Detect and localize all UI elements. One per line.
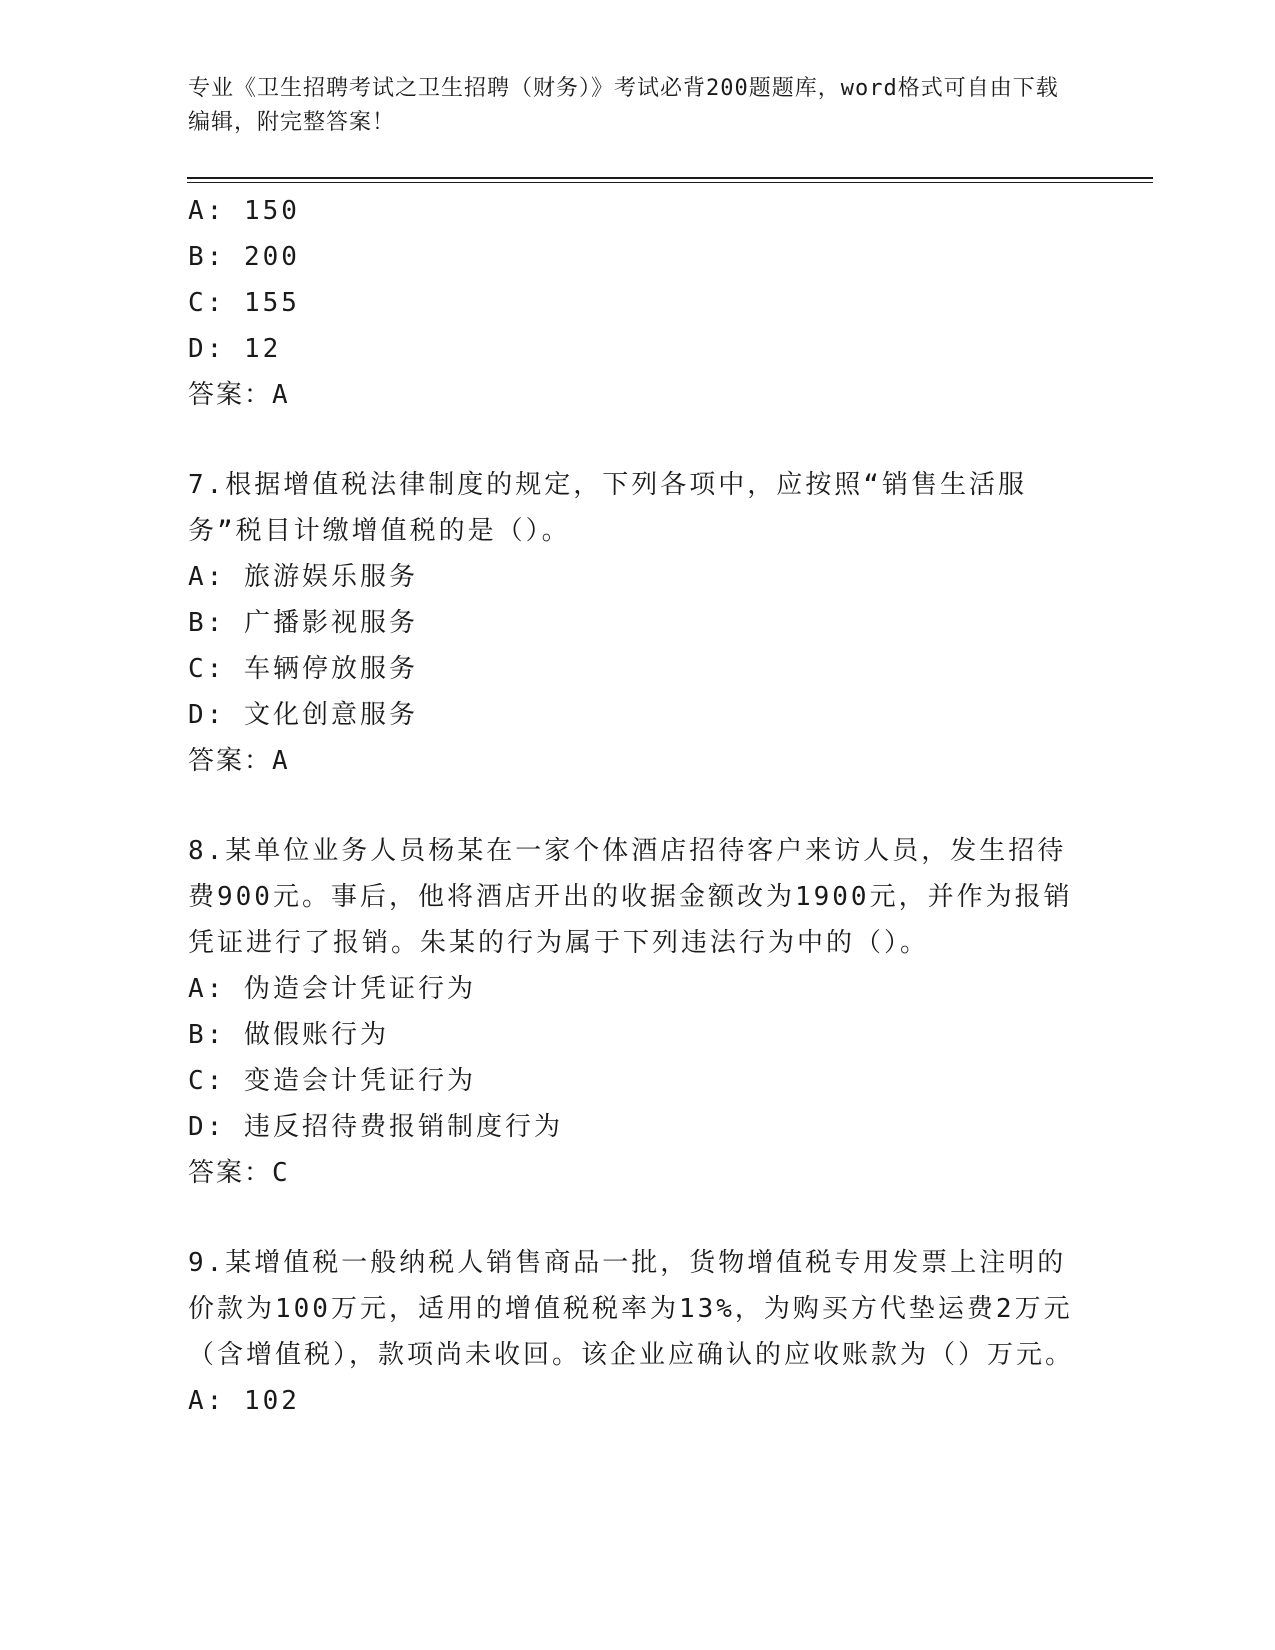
option-d: D: 违反招待费报销制度行为 [188,1112,563,1142]
option-b: B: 做假账行为 [188,1020,389,1050]
option-c: C: 155 [188,288,300,318]
option-a: A: 伪造会计凭证行为 [188,974,476,1004]
question-stem: 8.某单位业务人员杨某在一家个体酒店招待客户来访人员，发生招待费900元。事后，他将酒店开出的收据金额改为1900元，并作为报销凭证进行了报销。朱某的行为属于下列违法行为中的（）。 [188,836,1073,958]
spacer [188,1196,1088,1240]
option-d: D: 12 [188,334,282,364]
header-rule-thin [187,182,1153,183]
answer: 答案：C [188,1158,290,1188]
option-c: C: 变造会计凭证行为 [188,1066,476,1096]
question-stem: 9.某增值税一般纳税人销售商品一批，货物增值税专用发票上注明的价款为100万元，适用的增值税税率为13%，为购买方代垫运费2万元（含增值税），款项尚未收回。该企业应确认的应收账款为（）万元。 [188,1248,1075,1370]
question-8 [188,828,1088,1196]
spacer [188,418,1088,462]
option-a: A: 旅游娱乐服务 [188,562,418,592]
answer: 答案：A [188,380,290,410]
question-9 [188,1240,1088,1424]
question-stem: 7.根据增值税法律制度的规定，下列各项中，应按照“销售生活服务”税目计缴增值税的是（）。 [188,470,1027,546]
option-b: B: 200 [188,242,300,272]
option-b: B: 广播影视服务 [188,608,418,638]
spacer [188,784,1088,828]
question-6 [188,188,1088,418]
document-body [188,188,1088,1424]
option-a: A: 102 [188,1386,300,1416]
header-rule-thick [187,177,1153,179]
option-a: A: 150 [188,196,300,226]
document-header: 专业《卫生招聘考试之卫生招聘（财务）》考试必背200题题库，word格式可自由下载编辑，附完整答案！ [188,76,1059,135]
option-c: C: 车辆停放服务 [188,654,418,684]
answer: 答案：A [188,746,290,776]
option-d: D: 文化创意服务 [188,700,418,730]
question-7 [188,462,1088,784]
